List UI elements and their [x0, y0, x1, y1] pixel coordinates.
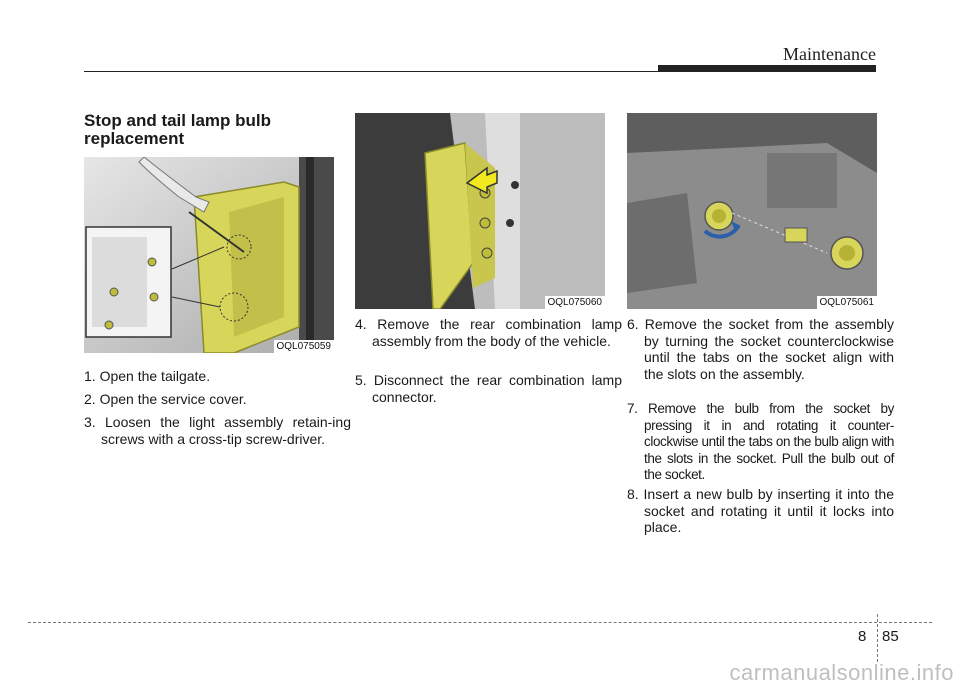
bulb-socket-illustration — [627, 113, 877, 309]
figure-code: OQL075059 — [274, 340, 335, 353]
figure-lamp-removal — [355, 113, 605, 309]
lamp-removal-illustration — [355, 113, 605, 309]
footer-divider — [877, 614, 878, 662]
page-number: 85 — [882, 628, 899, 645]
header-rule-bar — [658, 65, 876, 72]
figure-bulb-socket — [627, 113, 877, 309]
step-6: 6. Remove the socket from the assembly by turning the socket counterclockwise until the tabs on the socket align with the slots on the assembly. — [627, 316, 894, 382]
section-title: Stop and tail lamp bulb replacement — [84, 111, 271, 148]
step-2: 2. Open the service cover. — [84, 391, 247, 407]
header-title: Maintenance — [783, 44, 876, 64]
figure-code: OQL075060 — [545, 296, 606, 309]
tailgate-illustration — [84, 157, 334, 353]
header-rule — [84, 71, 664, 72]
figure-code: OQL075061 — [817, 296, 878, 309]
figure-tailgate-screws — [84, 157, 334, 353]
step-1: 1. Open the tailgate. — [84, 368, 211, 384]
watermark: carmanualsonline.info — [729, 660, 954, 685]
step-5: 5. Disconnect the rear combination lamp connector. — [355, 372, 622, 405]
footer-rule — [28, 622, 932, 623]
page-chapter: 8 — [858, 628, 867, 645]
step-8: 8. Insert a new bulb by inserting it into the socket and rotating it until it locks into place. — [627, 486, 894, 535]
step-4: 4. Remove the rear combination lamp assembly from the body of the vehicle. — [355, 316, 622, 349]
step-3: 3. Loosen the light assembly retain-ing screws with a cross-tip screw-driver. — [84, 414, 351, 447]
step-7: 7. Remove the bulb from the socket by pressing it in and rotating it counter-clockwise until the tabs on the bulb align with the slots in the socket. Pull the bulb out of the socket. — [627, 401, 894, 482]
